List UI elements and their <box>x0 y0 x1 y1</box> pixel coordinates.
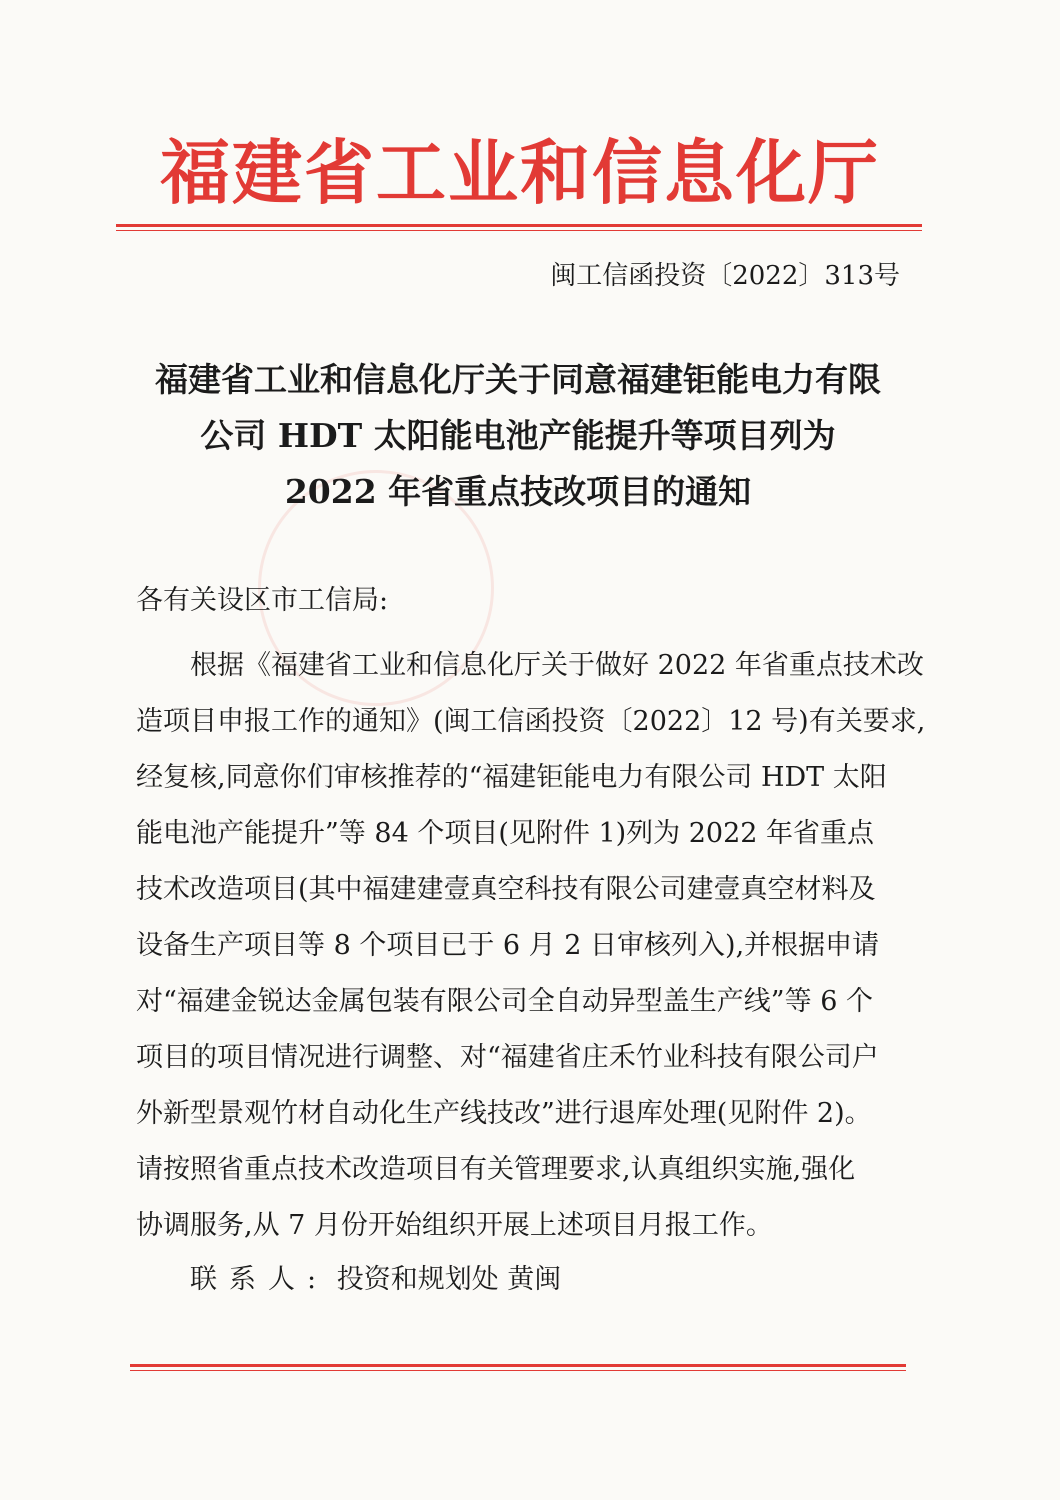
letterhead-rule-thin <box>116 230 922 231</box>
letterhead-title: 福建省工业和信息化厅 <box>160 132 880 214</box>
contact-value: 投资和规划处 黄闽 <box>336 1264 562 1295</box>
contact-label: 联系人: <box>190 1264 329 1295</box>
body-line: 对“福建金锐达金属包装有限公司全自动异型盖生产线”等 6 个 <box>136 986 873 1017</box>
body-line: 造项目申报工作的通知》(闽工信函投资〔2022〕12 号)有关要求, <box>136 706 926 737</box>
title-line: 公司 HDT 太阳能电池产能提升等项目列为 <box>200 416 836 455</box>
footer-rule-thin <box>130 1370 906 1371</box>
letterhead-rule <box>116 224 922 227</box>
title-line: 福建省工业和信息化厅关于同意福建钜能电力有限 <box>155 360 881 399</box>
body-line: 技术改造项目(其中福建建壹真空科技有限公司建壹真空材料及 <box>136 874 876 905</box>
body-paragraph <box>136 638 926 1254</box>
body-line: 协调服务,从 7 月份开始组织开展上述项目月报工作。 <box>136 1210 773 1241</box>
body-line: 根据《福建省工业和信息化厅关于做好 2022 年省重点技术改 <box>190 650 924 681</box>
title-line: 2022 年省重点技改项目的通知 <box>284 472 752 511</box>
body-line: 外新型景观竹材自动化生产线技改”进行退库处理(见附件 2)。 <box>136 1098 872 1129</box>
body-line: 设备生产项目等 8 个项目已于 6 月 2 日审核列入),并根据申请 <box>136 930 880 961</box>
salutation: 各有关设区市工信局: <box>136 585 389 616</box>
footer-rule <box>130 1364 906 1367</box>
contact-line <box>190 1260 561 1300</box>
body-line: 能电池产能提升”等 84 个项目(见附件 1)列为 2022 年省重点 <box>136 818 875 849</box>
body-line: 项目的项目情况进行调整、对“福建省庄禾竹业科技有限公司户 <box>136 1042 879 1073</box>
document-title <box>118 352 918 520</box>
body-line: 请按照省重点技术改造项目有关管理要求,认真组织实施,强化 <box>136 1154 856 1185</box>
document-number: 闽工信函投资〔2022〕313号 <box>550 261 900 291</box>
body-line: 经复核,同意你们审核推荐的“福建钜能电力有限公司 HDT 太阳 <box>136 762 887 793</box>
